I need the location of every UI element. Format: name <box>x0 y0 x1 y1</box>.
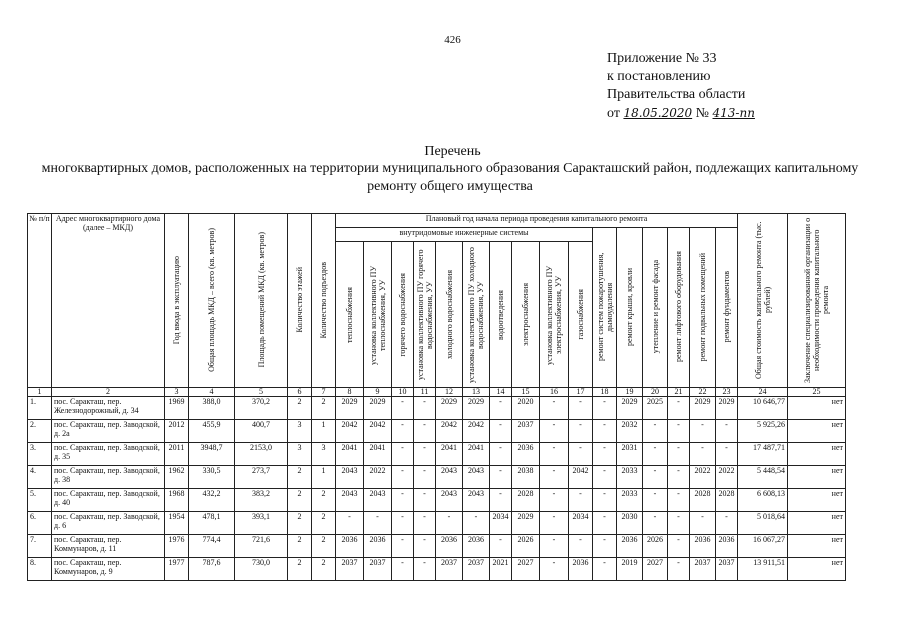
row-number: 1. <box>28 397 52 420</box>
table-cell: 3 <box>312 443 336 466</box>
column-number-cell: 6 <box>288 388 312 397</box>
table-cell: 2026 <box>512 535 540 558</box>
table-cell: 2038 <box>512 466 540 489</box>
column-number-cell: 7 <box>312 388 336 397</box>
table-cell: 2 <box>288 535 312 558</box>
table-cell: 2028 <box>690 489 716 512</box>
column-number-cell: 15 <box>512 388 540 397</box>
table-cell: 3 <box>288 443 312 466</box>
table-cell: 1 <box>312 466 336 489</box>
row-number: 2. <box>28 420 52 443</box>
table-cell: - <box>569 420 593 443</box>
column-number-cell: 8 <box>336 388 364 397</box>
header-fire: ремонт систем пожаротушения, дымоудаления <box>593 228 617 388</box>
table-cell: - <box>716 512 738 535</box>
table-cell: - <box>643 466 668 489</box>
row-number: 8. <box>28 558 52 581</box>
table-cell: 1977 <box>165 558 189 581</box>
header-number: № п/п <box>28 214 52 388</box>
houses-table <box>27 213 846 581</box>
table-cell: 2037 <box>336 558 364 581</box>
table-cell: - <box>716 420 738 443</box>
table-cell: 383,2 <box>235 489 288 512</box>
table-cell: - <box>336 512 364 535</box>
table-cell: 2043 <box>364 489 392 512</box>
appendix-line-2: к постановлению <box>607 69 711 84</box>
table-row <box>28 420 846 443</box>
column-number-row <box>28 388 846 397</box>
table-cell: 2043 <box>436 489 463 512</box>
document-subtitle: многоквартирных домов, расположенных на территории муниципального образования Саракташский район, подлежащих капитальному ремонту общего имущества <box>41 161 859 194</box>
table-cell: - <box>593 420 617 443</box>
table-cell: - <box>668 535 690 558</box>
table-cell: нет <box>788 420 846 443</box>
table-cell: 2042 <box>569 466 593 489</box>
row-address: пос. Саракташ, пер. Заводской, д. 6 <box>52 512 165 535</box>
table-cell: 2 <box>288 466 312 489</box>
column-number-cell: 1 <box>28 388 52 397</box>
table-cell: 2036 <box>716 535 738 558</box>
table-cell: - <box>668 397 690 420</box>
table-cell: - <box>392 512 414 535</box>
table-cell: 2 <box>288 397 312 420</box>
table-cell: 2036 <box>690 535 716 558</box>
header-cold-water: холодного водоснабжения <box>436 242 463 388</box>
table-cell: - <box>540 535 569 558</box>
table-cell: - <box>690 512 716 535</box>
handwritten-number: 413-пп <box>712 106 755 120</box>
table-cell: - <box>436 512 463 535</box>
table-cell: - <box>668 489 690 512</box>
row-address: пос. Саракташ, пер. Заводской, д. 40 <box>52 489 165 512</box>
table-cell: 6 608,13 <box>738 489 788 512</box>
table-row <box>28 535 846 558</box>
table-cell: - <box>414 466 436 489</box>
table-cell: 2042 <box>463 420 490 443</box>
header-total-area: Общая площадь МКД – всего (кв. метров) <box>189 214 235 388</box>
row-address: пос. Саракташ, пер. Заводской, д. 2а <box>52 420 165 443</box>
header-gas: газоснабжения <box>569 242 593 388</box>
table-cell: 2 <box>288 512 312 535</box>
header-hot-water: горячего водоснабжения <box>392 242 414 388</box>
table-cell: 2043 <box>463 489 490 512</box>
table-cell: - <box>392 558 414 581</box>
table-cell: 1968 <box>165 489 189 512</box>
column-number-cell: 3 <box>165 388 189 397</box>
table-row <box>28 512 846 535</box>
table-cell: - <box>414 397 436 420</box>
row-address: пос. Саракташ, пер. Заводской, д. 38 <box>52 466 165 489</box>
table-cell: 2043 <box>336 489 364 512</box>
table-cell: 330,5 <box>189 466 235 489</box>
table-cell: - <box>392 397 414 420</box>
header-electricity: электроснабжения <box>512 242 540 388</box>
table-cell: 2029 <box>716 397 738 420</box>
table-row <box>28 443 846 466</box>
header-roof: ремонт крыши, кровли <box>617 228 643 388</box>
table-cell: 2 <box>288 489 312 512</box>
table-cell: 2026 <box>643 535 668 558</box>
column-number-cell: 20 <box>643 388 668 397</box>
header-elevator: ремонт лифтового оборудования <box>668 228 690 388</box>
document-title: Перечень <box>424 144 481 159</box>
table-cell: 2028 <box>716 489 738 512</box>
table-cell: 2029 <box>336 397 364 420</box>
column-number-cell: 18 <box>593 388 617 397</box>
column-number-cell: 4 <box>189 388 235 397</box>
table-cell: 2036 <box>436 535 463 558</box>
table-cell: 478,1 <box>189 512 235 535</box>
table-cell: 2022 <box>690 466 716 489</box>
table-cell: 3948,7 <box>189 443 235 466</box>
table-cell: - <box>414 535 436 558</box>
table-cell: 730,0 <box>235 558 288 581</box>
table-cell: 2 <box>312 397 336 420</box>
table-cell: 2029 <box>617 397 643 420</box>
table-cell: нет <box>788 397 846 420</box>
table-cell: 2027 <box>512 558 540 581</box>
column-number-cell: 23 <box>716 388 738 397</box>
table-cell: - <box>593 397 617 420</box>
table-cell: 2029 <box>436 397 463 420</box>
table-cell: 2025 <box>643 397 668 420</box>
table-cell: 2029 <box>463 397 490 420</box>
header-engineering: внутридомовые инженерные системы <box>336 228 593 242</box>
table-cell: - <box>593 466 617 489</box>
table-cell: 1962 <box>165 466 189 489</box>
table-cell: - <box>392 420 414 443</box>
table-cell: нет <box>788 443 846 466</box>
row-number: 3. <box>28 443 52 466</box>
table-cell: - <box>593 443 617 466</box>
table-cell: - <box>690 420 716 443</box>
table-cell: - <box>392 466 414 489</box>
table-cell: - <box>540 466 569 489</box>
table-cell: - <box>414 512 436 535</box>
table-cell: - <box>414 489 436 512</box>
table-cell: 2 <box>288 558 312 581</box>
table-cell: 2042 <box>364 420 392 443</box>
header-floors: Количество этажей <box>288 214 312 388</box>
table-cell: - <box>490 443 512 466</box>
row-number: 4. <box>28 466 52 489</box>
table-cell: 2 <box>312 489 336 512</box>
table-cell: - <box>540 420 569 443</box>
table-cell: 2041 <box>336 443 364 466</box>
table-cell: 2042 <box>336 420 364 443</box>
header-heating: теплоснабжения <box>336 242 364 388</box>
table-cell: 2036 <box>569 558 593 581</box>
table-cell: 2029 <box>364 397 392 420</box>
table-cell: нет <box>788 489 846 512</box>
table-cell: - <box>490 466 512 489</box>
table-cell: 2037 <box>436 558 463 581</box>
table-cell: 13 911,51 <box>738 558 788 581</box>
appendix-block <box>607 50 755 123</box>
table-cell: - <box>690 443 716 466</box>
header-year-commission: Год ввода в эксплуатацию <box>165 214 189 388</box>
header-premises-area: Площадь помещений МКД (кв. метров) <box>235 214 288 388</box>
table-cell: 5 448,54 <box>738 466 788 489</box>
table-cell: 2027 <box>643 558 668 581</box>
table-cell: 2043 <box>463 466 490 489</box>
table-cell: 16 067,27 <box>738 535 788 558</box>
table-cell: 1969 <box>165 397 189 420</box>
table-cell: 1976 <box>165 535 189 558</box>
table-cell: - <box>540 558 569 581</box>
table-cell: - <box>643 489 668 512</box>
column-number-cell: 17 <box>569 388 593 397</box>
table-cell: - <box>392 489 414 512</box>
table-cell: 370,2 <box>235 397 288 420</box>
appendix-date-line <box>607 104 755 123</box>
table-cell: 2022 <box>716 466 738 489</box>
table-cell: - <box>569 397 593 420</box>
table-cell: 2012 <box>165 420 189 443</box>
appendix-line-3: Правительства области <box>607 87 746 102</box>
table-cell: 10 646,77 <box>738 397 788 420</box>
table-row <box>28 466 846 489</box>
table-row <box>28 489 846 512</box>
table-cell: 2043 <box>336 466 364 489</box>
table-cell: - <box>392 535 414 558</box>
table-cell: 432,2 <box>189 489 235 512</box>
table-cell: 17 487,71 <box>738 443 788 466</box>
column-number-cell: 9 <box>364 388 392 397</box>
table-body <box>28 397 846 581</box>
number-label: № <box>695 106 710 121</box>
table-cell: - <box>593 489 617 512</box>
table-cell: 2041 <box>436 443 463 466</box>
table-cell: - <box>668 420 690 443</box>
table-cell: 2041 <box>364 443 392 466</box>
table-cell: 2034 <box>490 512 512 535</box>
table-cell: нет <box>788 512 846 535</box>
table-cell: 2 <box>312 558 336 581</box>
table-cell: - <box>716 443 738 466</box>
table-cell: 388,0 <box>189 397 235 420</box>
table-cell: 273,7 <box>235 466 288 489</box>
table-cell: - <box>569 489 593 512</box>
column-number-cell: 2 <box>52 388 165 397</box>
table-cell: 2034 <box>569 512 593 535</box>
column-number-cell: 24 <box>738 388 788 397</box>
table-cell: - <box>593 558 617 581</box>
table-cell: - <box>569 535 593 558</box>
table-cell: - <box>392 443 414 466</box>
table-cell: - <box>463 512 490 535</box>
row-address: пос. Саракташ, пер. Железнодорожный, д. 34 <box>52 397 165 420</box>
table-cell: 2 <box>312 535 336 558</box>
header-entrances: Количество подъездов <box>312 214 336 388</box>
table-cell: 2033 <box>617 466 643 489</box>
table-cell: нет <box>788 558 846 581</box>
row-number: 5. <box>28 489 52 512</box>
table-cell: - <box>414 420 436 443</box>
table-cell: - <box>364 512 392 535</box>
table-cell: - <box>540 397 569 420</box>
table-cell: - <box>668 558 690 581</box>
table-cell: 2036 <box>364 535 392 558</box>
table-cell: 1 <box>312 420 336 443</box>
header-meter-cold-water: установка коллективного ПУ холодного водоснабжения, УУ <box>463 242 490 388</box>
table-cell: 400,7 <box>235 420 288 443</box>
table-cell: - <box>540 489 569 512</box>
from-label: от <box>607 106 620 121</box>
table-cell: 2036 <box>512 443 540 466</box>
table-cell: 2029 <box>690 397 716 420</box>
column-number-cell: 14 <box>490 388 512 397</box>
table-cell: 393,1 <box>235 512 288 535</box>
table-cell: - <box>540 443 569 466</box>
row-number: 6. <box>28 512 52 535</box>
row-address: пос. Саракташ, пер. Коммунаров, д. 11 <box>52 535 165 558</box>
table-cell: 455,9 <box>189 420 235 443</box>
header-conclusion: Заключение специализированной организации о необходимости проведения капитального ремонта <box>788 214 846 388</box>
table-cell: 2036 <box>463 535 490 558</box>
table-cell: 2037 <box>512 420 540 443</box>
header-facade: утепление и ремонт фасада <box>643 228 668 388</box>
table-cell: 2037 <box>364 558 392 581</box>
table-cell: - <box>490 489 512 512</box>
row-number: 7. <box>28 535 52 558</box>
header-meter-heating: установка коллективного ПУ теплоснабжения, УУ <box>364 242 392 388</box>
column-number-cell: 13 <box>463 388 490 397</box>
handwritten-date: 18.05.2020 <box>623 106 693 120</box>
table-cell: 2043 <box>436 466 463 489</box>
table-cell: 2036 <box>617 535 643 558</box>
column-number-cell: 12 <box>436 388 463 397</box>
table-cell: 2153,0 <box>235 443 288 466</box>
row-address: пос. Саракташ, пер. Коммунаров, д. 9 <box>52 558 165 581</box>
table-cell: 2036 <box>336 535 364 558</box>
table-cell: - <box>668 512 690 535</box>
table-cell: 2032 <box>617 420 643 443</box>
table-cell: 2022 <box>364 466 392 489</box>
table-row <box>28 558 846 581</box>
table-cell: 2041 <box>463 443 490 466</box>
table-row <box>28 397 846 420</box>
table-cell: 5 925,26 <box>738 420 788 443</box>
table-cell: 774,4 <box>189 535 235 558</box>
row-address: пос. Саракташ, пер. Заводской, д. 35 <box>52 443 165 466</box>
table-cell: 2 <box>312 512 336 535</box>
header-sewerage: водоотведения <box>490 242 512 388</box>
header-planned-year: Плановый год начала периода проведения капитального ремонта <box>336 214 738 228</box>
table-cell: 2037 <box>716 558 738 581</box>
column-number-cell: 19 <box>617 388 643 397</box>
table-cell: 2042 <box>436 420 463 443</box>
column-number-cell: 5 <box>235 388 288 397</box>
table-cell: - <box>593 535 617 558</box>
table-cell: - <box>643 443 668 466</box>
table-cell: 2020 <box>512 397 540 420</box>
table-cell: 721,6 <box>235 535 288 558</box>
table-cell: - <box>414 443 436 466</box>
header-meter-electricity: установка коллективного ПУ электроснабжения, УУ <box>540 242 569 388</box>
table-cell: - <box>593 512 617 535</box>
header-total-cost: Общая стоимость капитального ремонта (тыс. рублей) <box>738 214 788 388</box>
column-number-cell: 11 <box>414 388 436 397</box>
table-cell: 2037 <box>463 558 490 581</box>
table-cell: 2011 <box>165 443 189 466</box>
table-cell: 2033 <box>617 489 643 512</box>
column-number-cell: 10 <box>392 388 414 397</box>
table-cell: - <box>643 512 668 535</box>
table-cell: 5 018,64 <box>738 512 788 535</box>
page-number: 426 <box>444 34 461 46</box>
table-cell: - <box>643 420 668 443</box>
column-number-cell: 22 <box>690 388 716 397</box>
table-cell: - <box>540 512 569 535</box>
header-foundation: ремонт фундаментов <box>716 228 738 388</box>
table-cell: 2037 <box>690 558 716 581</box>
table-cell: - <box>490 535 512 558</box>
table-cell: - <box>490 397 512 420</box>
header-address: Адрес многоквартирного дома (далее – МКД) <box>52 214 165 388</box>
table-cell: нет <box>788 466 846 489</box>
table-cell: 2030 <box>617 512 643 535</box>
table-cell: 2029 <box>512 512 540 535</box>
table-cell: 2019 <box>617 558 643 581</box>
appendix-line-1: Приложение № 33 <box>607 51 717 66</box>
table-cell: 2028 <box>512 489 540 512</box>
column-number-cell: 16 <box>540 388 569 397</box>
header-basement: ремонт подвальных помещений <box>690 228 716 388</box>
table-cell: 1954 <box>165 512 189 535</box>
table-cell: - <box>569 443 593 466</box>
table-cell: - <box>490 420 512 443</box>
table-cell: 3 <box>288 420 312 443</box>
table-cell: 787,6 <box>189 558 235 581</box>
table-cell: 2021 <box>490 558 512 581</box>
table-cell: 2031 <box>617 443 643 466</box>
table-cell: - <box>414 558 436 581</box>
header-meter-hot-water: установка коллективного ПУ горячего водоснабжения, УУ <box>414 242 436 388</box>
table-cell: - <box>668 466 690 489</box>
column-number-cell: 21 <box>668 388 690 397</box>
table-cell: нет <box>788 535 846 558</box>
column-number-cell: 25 <box>788 388 846 397</box>
table-cell: - <box>668 443 690 466</box>
